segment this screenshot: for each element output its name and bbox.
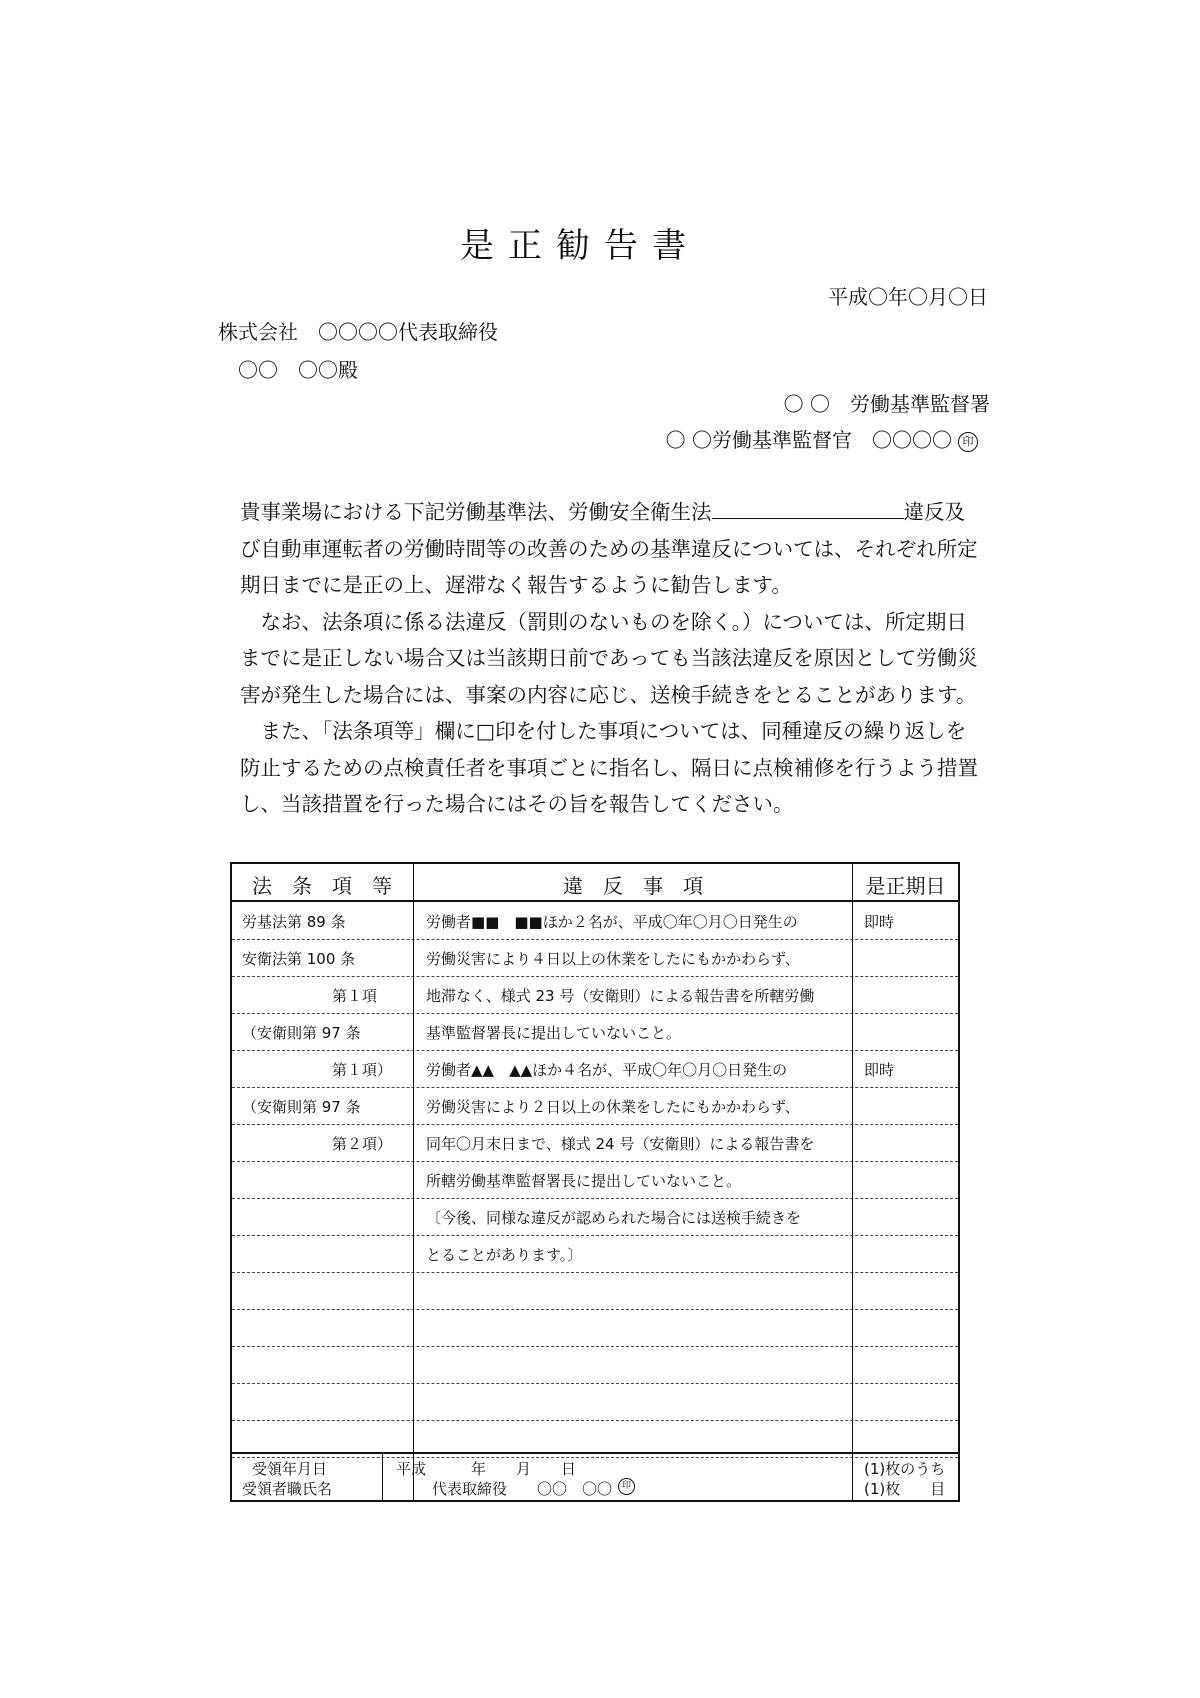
table-header [232, 864, 958, 902]
table-row [232, 1161, 958, 1199]
table-row [232, 1087, 958, 1125]
cell-violation: 労働者▲▲ ▲▲ほか４名が、平成〇年〇月〇日発生の [426, 1061, 788, 1079]
cell-law: 第２項） [332, 1135, 393, 1153]
table-row [232, 1013, 958, 1051]
blank-line [712, 498, 904, 519]
table-row [232, 976, 958, 1014]
body-paragraph-2: なお、法条項に係る法違反（罰則のないものを除く。）については、所定期日までに是正しない場合又は当該期日前であっても当該法違反を原因として労働災害が発生した場合には、事案の内容に応じ、送検手続きをとることがあります。 [240, 609, 978, 707]
cell-deadline: 即時 [864, 913, 895, 931]
table-row [232, 1198, 958, 1236]
table-row [232, 1383, 958, 1421]
cell-violation: 所轄労働基準監督署長に提出していないこと。 [426, 1172, 742, 1190]
cell-law: 安衛法第 100 条 [242, 950, 356, 968]
receiver-value-line: 代表取締役 〇〇 〇〇 印 [432, 1478, 612, 1499]
table-row [232, 1309, 958, 1347]
body-paragraph-3: また、「法条項等」欄に□印を付した事項については、同種違反の繰り返しを防止するための点検責任者を事項ごとに指名し、隔日に点検補修を行うよう措置し、当該措置を行った場合にはその旨を報告してください。 [240, 719, 978, 816]
header-deadline: 是正期日 [865, 874, 946, 898]
cell-violation: 労働災害により４日以上の休業をしたにもかかわらず、 [426, 950, 800, 968]
table-footer [232, 1452, 958, 1500]
cell-violation: 〔今後、同様な違反が認められた場合には送検手続きを [426, 1209, 802, 1227]
cell-violation: 労働災害により２日以上の休業をしたにもかかわらず、 [426, 1098, 800, 1116]
table-row [232, 902, 958, 940]
table-row [232, 1346, 958, 1384]
table-row [232, 1235, 958, 1273]
inspector-name: 〇 〇労働基準監督官 〇〇〇〇 [665, 428, 952, 452]
receiver-label: 受領者職氏名 [242, 1480, 333, 1498]
cell-violation: とることがあります。〕 [426, 1246, 583, 1264]
seal-icon: 印 [958, 432, 978, 452]
table-row [232, 939, 958, 977]
table-row [232, 1272, 958, 1310]
violation-table [230, 862, 960, 1502]
cell-violation: 労働者■■ ■■ほか２名が、平成〇年〇月〇日発生の [426, 913, 798, 931]
cell-law: 労基法第 89 条 [242, 913, 346, 931]
document-date: 平成〇年〇月〇日 [828, 285, 988, 309]
document-title: 是正勧告書 [460, 226, 700, 266]
body-paragraph-1: 貴事業場における下記労働基準法、労働安全衛生法 違反及び自動車運転者の労働時間等の改善のための基準違反については、それぞれ所定期日までに是正の上、遅滞なく報告するように勧告します。 [240, 500, 978, 597]
header-violation: 違 反 事 項 [563, 874, 703, 898]
addressee-company: 株式会社 〇〇〇〇代表取締役 [218, 320, 498, 344]
inspector-line [666, 424, 978, 453]
cell-violation: 同年〇月末日まで、様式 24 号（安衛則）による報告書を [426, 1135, 815, 1153]
table-row [232, 1124, 958, 1162]
header-law: 法 条 項 等 [252, 874, 392, 898]
issuing-office: 〇 〇 労働基準監督署 [783, 392, 990, 416]
addressee-name: 〇〇 〇〇殿 [238, 358, 358, 382]
cell-law: 第１項 [332, 987, 378, 1005]
received-date-label: 受領年月日 [252, 1460, 328, 1478]
page-number: (1)枚 目 [864, 1480, 946, 1498]
seal-icon: 印 [618, 1478, 635, 1495]
cell-violation: 基準監督署長に提出していないこと。 [426, 1024, 682, 1042]
received-date-value: 平成 年 月 日 [396, 1460, 577, 1478]
cell-law: 第１項） [332, 1061, 393, 1079]
cell-deadline: 即時 [864, 1061, 895, 1079]
table-row [232, 1050, 958, 1088]
body-text [240, 494, 980, 823]
cell-violation: 地滞なく、様式 23 号（安衛則）による報告書を所轄労働 [426, 987, 815, 1005]
page-count: (1)枚のうち [864, 1460, 946, 1478]
cell-law: （安衛則第 97 条 [242, 1024, 361, 1042]
cell-law: （安衛則第 97 条 [242, 1098, 361, 1116]
